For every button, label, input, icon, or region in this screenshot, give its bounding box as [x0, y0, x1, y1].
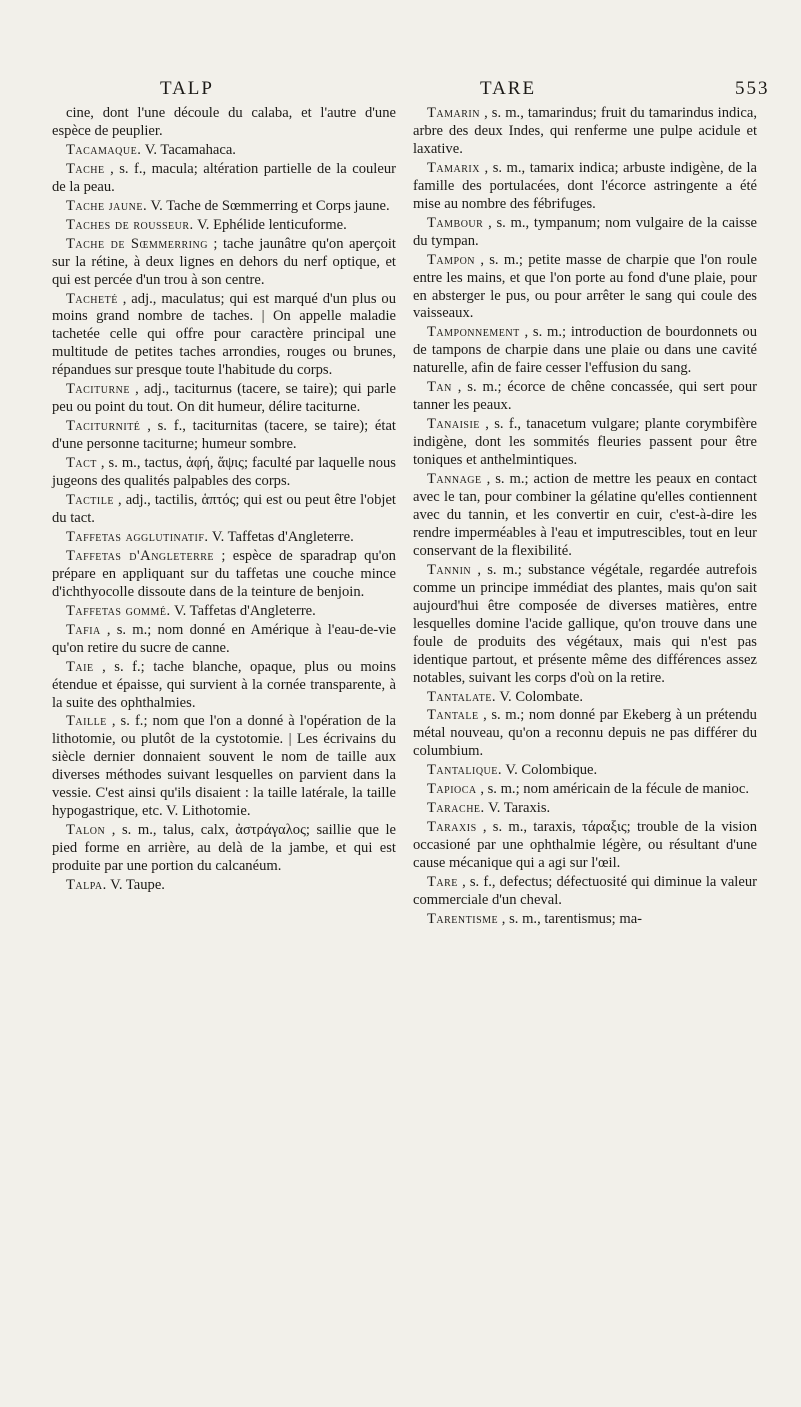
- entry-headword: Tantalique.: [427, 762, 503, 779]
- page-number: 553: [735, 78, 770, 99]
- dictionary-entry: [52, 418, 396, 454]
- entry-definition: , s. m.; nom donné par Ekeberg à un prétendu métal nouveau, qu'on a reconnu depuis ne pas différer du columbium.: [413, 707, 757, 760]
- entry-definition: ; espèce de sparadrap qu'on prépare en appliquant sur du taffetas une couche mince d'ichthyocolle dissoute dans de la teinture de benjoin.: [52, 547, 396, 600]
- dictionary-entry: [413, 874, 757, 910]
- entry-definition: , s. m.; petite masse de charpie que l'on roule entre les mains, et que l'on porte au fond d'une plaie, pour en absterger le pus, ou pour arrêter le sang qui coule des vaisseaux.: [413, 251, 757, 322]
- entry-definition: , s. m.; introduction de bourdonnets ou de tampons de charpie dans une plaie ou dans une cavité naturelle, afin de faire cesser l'effusion du sang.: [413, 324, 757, 377]
- entry-definition: , s. m.; nom donné en Amérique à l'eau-de-vie qu'on retire du sucre de canne.: [52, 621, 396, 656]
- entry-definition: ; tache jaunâtre qu'on aperçoit sur la rétine, à deux lignes en dehors du nerf optique, et qui est percée d'un trou à son centre.: [52, 235, 396, 288]
- dictionary-entry: [413, 215, 757, 251]
- dictionary-entry: [413, 689, 757, 707]
- entry-definition: V. Tacamahaca.: [144, 141, 236, 158]
- dictionary-entry: [52, 291, 396, 381]
- dictionary-entry: [52, 877, 396, 895]
- running-head-right: TARE: [480, 78, 537, 99]
- entry-definition: V. Taupe.: [110, 877, 165, 894]
- entry-headword: Tache: [66, 160, 105, 177]
- entry-definition: , adj., maculatus; qui est marqué d'un plus ou moins grand nombre de taches. | On appelle maladie tachetée celle qui offre pour caractère principal une multitude de petites taches arrondies, rouges ou brunes, répandues sur presque toute l'habitude du corps.: [52, 290, 396, 379]
- dictionary-entry: [413, 707, 757, 761]
- dictionary-entry: [52, 236, 396, 290]
- dictionary-entry: [413, 562, 757, 688]
- entry-definition: , s. m.; nom américain de la fécule de manioc.: [480, 781, 749, 798]
- entry-definition: , s. f., tanacetum vulgare; plante corymbifère indigène, dont les sommités fleuries passent pour être toniques et anthelmintiques.: [413, 416, 757, 469]
- dictionary-entry: [52, 529, 396, 547]
- entry-definition: , s. m., tactus, ἁφή, ἅψις; faculté par laquelle nous jugeons des qualités palpables des corps.: [52, 455, 396, 490]
- entry-headword: Tacheté: [66, 290, 118, 307]
- entry-headword: Taffetas gommé.: [66, 602, 171, 619]
- entry-definition: , adj., tactilis, ἁπτός; qui est ou peut être l'objet du tact.: [52, 492, 396, 526]
- entry-headword: Taciturnité: [66, 418, 141, 435]
- entry-definition: V. Taffetas d'Angleterre.: [173, 602, 316, 619]
- entry-headword: Tache de Sœmmerring: [66, 235, 208, 252]
- dictionary-entry: [52, 622, 396, 658]
- entry-headword: Tacamaque.: [66, 141, 142, 158]
- entry-headword: Talpa.: [66, 877, 107, 894]
- entry-headword: Tare: [427, 874, 458, 891]
- entry-definition: , s. m., tympanum; nom vulgaire de la caisse du tympan.: [413, 214, 757, 249]
- dictionary-entry: [52, 161, 396, 197]
- dictionary-entry: [413, 819, 757, 873]
- entry-headword: Tampon: [427, 251, 476, 268]
- dictionary-entry: [413, 471, 757, 561]
- entry-headword: Taciturne: [66, 381, 130, 398]
- dictionary-entry: [413, 800, 757, 818]
- entry-headword: Tannage: [427, 471, 482, 488]
- entry-definition: , s. m.; substance végétale, regardée autrefois comme un principe immédiat des plantes, mais qu'on sait aujourd'hui être composée de diverses matières, entre lesquelles domine l'acide gallique, qu'on trouve dans une foule de produits des végétaux, mais qui n'est pas identique partout, et présente même des différences assez notables, suivant les corps d'où on la retire.: [413, 561, 758, 686]
- entry-definition: , s. m.; écorce de chêne concassée, qui sert pour tanner les peaux.: [413, 379, 757, 414]
- entry-definition: , s. f., defectus; défectuosité qui diminue la valeur commerciale d'un cheval.: [413, 874, 757, 908]
- dictionary-entry: [52, 455, 396, 491]
- entry-headword: Tactile: [66, 492, 114, 509]
- dictionary-entry: [413, 781, 757, 799]
- entry-definition: V. Colombique.: [505, 762, 598, 779]
- dictionary-entry: [413, 379, 757, 415]
- entry-headword: Tamponnement: [427, 324, 520, 341]
- entry-definition: V. Taffetas d'Angleterre.: [211, 528, 354, 545]
- entry-definition: V. Tache de Sœmmerring et Corps jaune.: [150, 197, 390, 214]
- entry-headword: Taille: [66, 713, 107, 730]
- entry-definition: , s. f., taciturnitas (tacere, se taire); état d'une personne taciturne; humeur sombre.: [52, 418, 396, 453]
- entry-headword: Tamarix: [427, 159, 480, 176]
- entry-headword: Tamarin: [427, 105, 480, 121]
- entry-definition: , s. m., tamarindus; fruit du tamarindus indica, arbre des deux Indes, qui renferme une pulpe acidule et laxative.: [413, 105, 757, 157]
- entry-headword: Tan: [427, 379, 452, 396]
- dictionary-entry: [52, 198, 396, 216]
- dictionary-entry: [413, 252, 757, 324]
- entry-definition: V. Ephélide lenticuforme.: [197, 216, 347, 233]
- entry-definition: , s. m., tarentismus; ma-: [501, 910, 643, 927]
- dictionary-entry: [413, 324, 757, 378]
- entry-headword: Tapioca: [427, 781, 477, 798]
- entry-headword: Tarentisme: [427, 910, 499, 927]
- dictionary-entry: [52, 381, 396, 417]
- entry-headword: Taffetas agglutinatif.: [66, 528, 209, 545]
- dictionary-entry: [413, 160, 757, 214]
- entry-definition: , adj., taciturnus (tacere, se taire); qui parle peu ou point du tout. On dit humeur, délire taciturne.: [52, 381, 396, 416]
- entry-definition: , s. f.; tache blanche, opaque, plus ou moins étendue et épaisse, qui survient à la cornée transparente, à la suite des ophthalmies.: [52, 658, 396, 711]
- entry-headword: Talon: [66, 822, 106, 839]
- entry-headword: Tambour: [427, 214, 484, 231]
- entry-headword: Tache jaune.: [66, 197, 148, 214]
- entry-headword: Tanaisie: [427, 416, 480, 433]
- entry-headword: Tact: [66, 455, 97, 472]
- dictionary-entry: [413, 911, 757, 929]
- entry-headword: Tantale: [427, 707, 479, 724]
- entry-definition: , s. m., taraxis, τάραξις; trouble de la vision occasioné par une ophthalmie légère, ou résultant d'une cause mécanique qui a agi sur l'œil.: [413, 819, 758, 872]
- entry-definition: cine, dont l'une découle du calaba, et l'autre d'une espèce de peuplier.: [52, 105, 396, 139]
- dictionary-entry: [52, 822, 396, 876]
- entry-definition: , s. m., tamarix indica; arbuste indigène, de la famille des portulacées, dont l'écorce astringente a été mise au nombre des fébrifuges.: [413, 159, 757, 212]
- entry-headword: Tantalate.: [427, 688, 496, 705]
- dictionary-entry: [52, 217, 396, 235]
- entry-headword: Tafia: [66, 621, 101, 638]
- entry-headword: Taie: [66, 658, 94, 675]
- dictionary-entry: [52, 659, 396, 713]
- entry-definition: V. Colombate.: [499, 688, 584, 705]
- dictionary-entry: [413, 105, 757, 159]
- entry-headword: Tannin: [427, 561, 472, 578]
- left-column: [52, 105, 396, 896]
- right-column: [413, 105, 757, 930]
- dictionary-entry: [52, 603, 396, 621]
- entry-definition: , s. m.; action de mettre les peaux en contact avec le tan, pour combiner la gélatine qu'elles contiennent avec du tannin, et les convertir en cuir, c'est-à-dire les rendre imperméables à l'eau et imputrescibles, tout en leur conservant de la flexibilité.: [413, 471, 757, 559]
- dictionary-entry: [413, 762, 757, 780]
- entry-headword: Taches de rousseur.: [66, 216, 194, 233]
- entry-definition: , s. f.; nom que l'on a donné à l'opération de la lithotomie, ou plutôt de la cystotomie. | Les écrivains du siècle dernier donnaient souvent le nom de taille aux diverses méthodes suivant lesquelles on parvient dans la vessie. C'est ainsi qu'ils disaient : la taille latérale, la taille hypogastrique, etc. V. Lithotomie.: [52, 713, 397, 820]
- dictionary-entry: [52, 548, 396, 602]
- entry-headword: Taraxis: [427, 819, 477, 836]
- dictionary-entry: [52, 105, 396, 141]
- dictionary-entry: [52, 492, 396, 528]
- dictionary-entry: [52, 713, 396, 821]
- dictionary-entry: [52, 142, 396, 160]
- dictionary-entry: [413, 416, 757, 470]
- entry-definition: V. Taraxis.: [488, 800, 551, 817]
- entry-definition: , s. f., macula; altération partielle de la couleur de la peau.: [52, 160, 396, 195]
- entry-headword: Taffetas d'Angleterre: [66, 547, 215, 564]
- running-head-left: TALP: [160, 78, 214, 99]
- entry-definition: , s. m., talus, calx, ἀστράγαλος; saillie que le pied forme en arrière, au delà de la jambe, et qui est produite par une portion du calcanéum.: [52, 822, 397, 875]
- entry-headword: Tarache.: [427, 800, 485, 817]
